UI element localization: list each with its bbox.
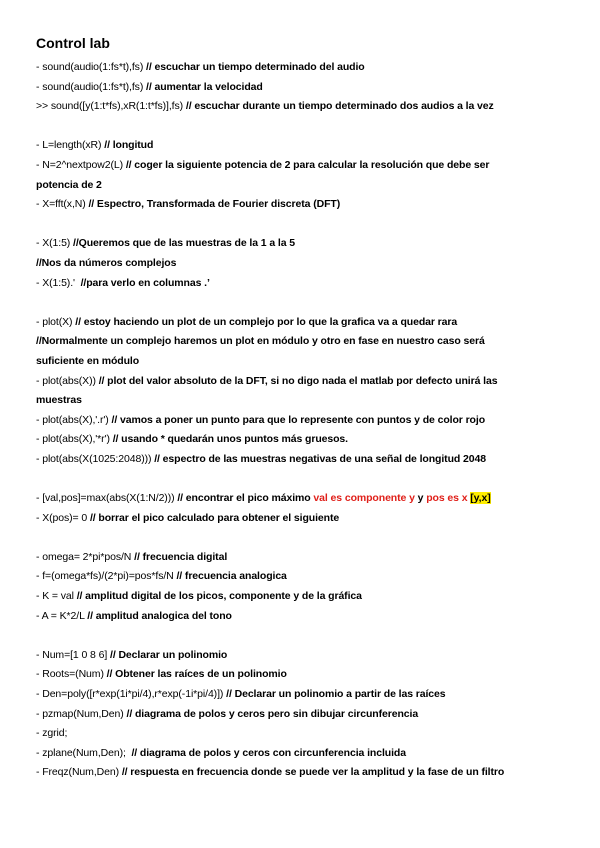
code-comment: //para verlo en columnas .’ <box>80 276 210 289</box>
code-command: - f=(omega*fs)/(2*pi)=pos*fs/N <box>36 570 174 583</box>
text-line <box>36 430 576 450</box>
text-line <box>36 195 576 215</box>
code-comment: //Normalmente un complejo haremos un plot en módulo y otro en fase en nuestro caso será <box>36 335 485 348</box>
text-line <box>36 411 576 431</box>
spacer <box>36 117 576 137</box>
code-command: - Freqz(Num,Den) <box>36 766 119 779</box>
text-line <box>36 78 576 98</box>
code-command: - X(1:5) <box>36 237 71 250</box>
code-comment: y <box>417 492 424 505</box>
code-comment: suficiente en módulo <box>36 354 140 367</box>
text-line <box>36 156 576 176</box>
text-line <box>36 489 576 509</box>
code-comment: // borrar el pico calculado para obtener el siguiente <box>89 511 340 524</box>
spacer <box>36 626 576 646</box>
code-command: - Roots=(Num) <box>36 668 104 681</box>
text-line <box>36 254 576 274</box>
text-line <box>36 744 576 764</box>
text-line <box>36 763 576 783</box>
text-line <box>36 548 576 568</box>
code-comment: // plot del valor absoluto de la DFT, si no digo nada el matlab por defecto unirá las <box>98 374 498 387</box>
code-command: - N=2^nextpow2(L) <box>36 158 123 171</box>
code-command: - omega= 2*pi*pos/N <box>36 550 132 563</box>
page-title: Control lab <box>36 35 110 51</box>
code-command: - plot(abs(X),'*r') <box>36 433 110 446</box>
text-line <box>36 176 576 196</box>
code-command: - zplane(Num,Den); <box>36 746 126 759</box>
spacer <box>36 469 576 489</box>
code-command: - K = val <box>36 590 74 603</box>
text-line <box>36 352 576 372</box>
code-command: - A = K*2/L <box>36 609 85 622</box>
code-comment: // Declarar un polinomio a partir de las raíces <box>226 688 446 700</box>
text-line <box>36 97 576 117</box>
code-comment: // encontrar el pico máximo <box>177 492 311 505</box>
text-line <box>36 646 576 666</box>
code-command: - [val,pos]=max(abs(X(1:N/2))) <box>36 492 175 505</box>
code-comment: // coger la siguiente potencia de 2 para calcular la resolución que debe ser <box>125 158 490 171</box>
code-command: - X=fft(x,N) <box>36 198 86 211</box>
code-comment: // diagrama de polos y ceros pero sin dibujar circunferencia <box>126 707 419 720</box>
code-command: - plot(abs(X),'.r') <box>36 413 109 426</box>
code-comment: // estoy haciendo un plot de un complejo por lo que la grafica va a quedar rara <box>75 315 458 328</box>
code-comment: potencia de 2 <box>36 178 102 191</box>
text-line <box>36 313 576 333</box>
code-command: - X(pos)= 0 <box>36 511 88 524</box>
document-page <box>36 34 576 783</box>
text-line <box>36 372 576 392</box>
code-command: - sound(audio(1:fs*t),fs) <box>36 80 144 93</box>
text-line <box>36 509 576 529</box>
code-command: >> sound([y(1:t*fs),xR(1:t*fs)],fs) <box>36 100 184 113</box>
code-comment: // vamos a poner un punto para que lo represente con puntos y de color rojo <box>111 413 486 426</box>
code-command: - Num=[1 0 8 6] <box>36 648 108 661</box>
code-comment: //Queremos que de las muestras de la 1 a la 5 <box>73 237 295 250</box>
code-comment: // escuchar un tiempo determinado del audio <box>146 61 365 73</box>
code-comment: // diagrama de polos y ceros con circunferencia incluida <box>131 746 406 759</box>
code-comment: // amplitud digital de los picos, componente y de la gráfica <box>76 590 362 603</box>
text-line <box>36 607 576 627</box>
code-command: - sound(audio(1:fs*t),fs) <box>36 61 144 73</box>
code-command: - plot(X) <box>36 315 73 328</box>
text-line <box>36 665 576 685</box>
code-comment: // aumentar la velocidad <box>146 80 263 93</box>
code-comment: // Obtener las raíces de un polinomio <box>106 668 287 681</box>
spacer <box>36 293 576 313</box>
text-line <box>36 587 576 607</box>
code-command: - Den=poly([r*exp(1i*pi/4),r*exp(-1i*pi/4)]) <box>36 688 224 700</box>
highlight-yellow-text: [y,x] <box>470 492 491 505</box>
code-command: - L=length(xR) <box>36 139 102 152</box>
code-comment: // usando * quedarán unos puntos más gruesos. <box>112 433 348 446</box>
highlight-red-text: pos es x <box>426 492 468 505</box>
text-line <box>36 685 576 705</box>
code-command: - pzmap(Num,Den) <box>36 707 124 720</box>
code-command: - plot(abs(X(1025:2048))) <box>36 452 152 465</box>
text-line <box>36 450 576 470</box>
code-command: - zgrid; <box>36 727 68 740</box>
highlight-red-text: val es componente y <box>313 492 415 505</box>
code-comment: // Espectro, Transformada de Fourier discreta (DFT) <box>88 198 341 211</box>
text-line <box>36 332 576 352</box>
code-comment: // escuchar durante un tiempo determinado dos audios a la vez <box>185 100 494 113</box>
code-comment: // Declarar un polinomio <box>110 648 228 661</box>
text-line <box>36 58 576 78</box>
text-line <box>36 274 576 294</box>
code-comment: // amplitud analogica del tono <box>87 609 232 622</box>
code-command: - X(1:5).' <box>36 276 75 289</box>
code-comment: // respuesta en frecuencia donde se puede ver la amplitud y la fase de un filtro <box>121 766 505 779</box>
code-comment: // frecuencia digital <box>134 550 228 563</box>
text-line <box>36 567 576 587</box>
code-comment: //Nos da números complejos <box>36 256 177 269</box>
spacer <box>36 215 576 235</box>
text-line <box>36 391 576 411</box>
text-line <box>36 705 576 725</box>
spacer <box>36 528 576 548</box>
text-line <box>36 136 576 156</box>
code-comment: muestras <box>36 394 82 407</box>
code-comment: // longitud <box>104 139 154 152</box>
code-command: - plot(abs(X)) <box>36 374 96 387</box>
code-comment: // frecuencia analogica <box>176 570 287 583</box>
code-comment: // espectro de las muestras negativas de una señal de longitud 2048 <box>154 452 486 465</box>
text-line <box>36 724 576 744</box>
text-line <box>36 234 576 254</box>
